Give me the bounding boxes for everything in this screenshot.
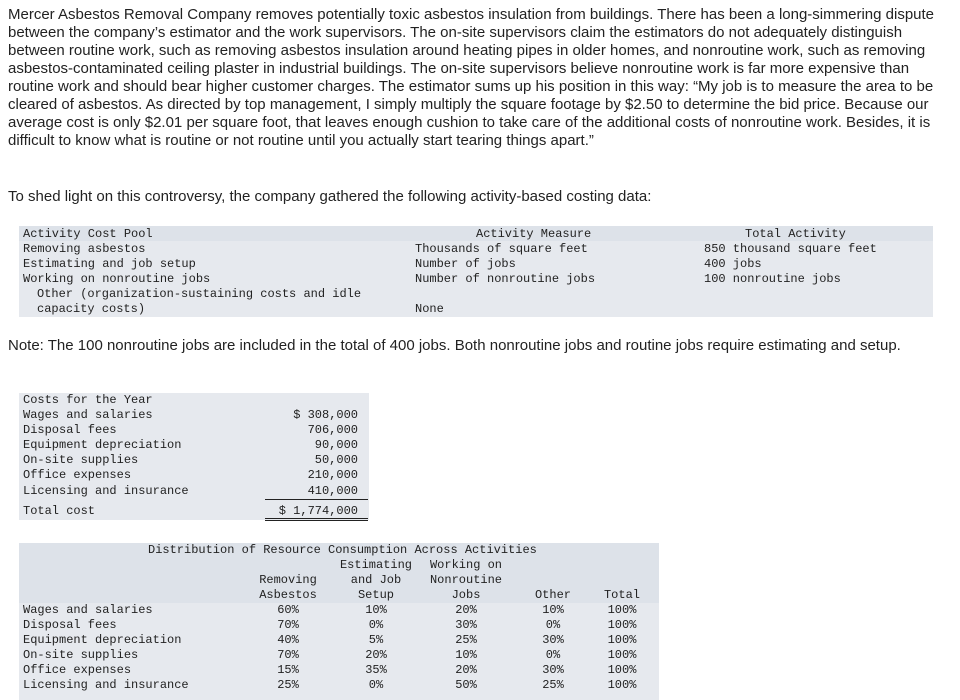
cost-value-disposal: 706,000: [307, 423, 358, 437]
dist-cell: 100%: [607, 663, 637, 677]
note-paragraph: Note: The 100 nonroutine jobs are included in the total of 400 jobs. Both nonroutine jobs and routine jobs require estimating and setup.: [8, 337, 901, 354]
col-total: Total: [603, 588, 640, 602]
col-estimating-2: and Job: [350, 573, 402, 587]
dist-cell: 60%: [277, 603, 299, 617]
dist-cell: 10%: [365, 603, 387, 617]
dist-cell: 25%: [277, 678, 299, 692]
cost-label-licensing: Licensing and insurance: [23, 484, 189, 498]
dist-cell: 100%: [607, 648, 637, 662]
dist-cell: 20%: [455, 603, 477, 617]
header-activity-cost-pool: Activity Cost Pool: [23, 227, 153, 241]
header-total-activity: Total Activity: [745, 227, 846, 241]
total-double-rule-bottom: [265, 520, 368, 521]
dist-cell: 30%: [542, 663, 564, 677]
cost-total-label: Total cost: [23, 504, 96, 518]
dist-cell: 5%: [368, 633, 384, 647]
col-working-2: Nonroutine: [429, 573, 502, 587]
dist-cell: 40%: [277, 633, 299, 647]
dist-label: Licensing and insurance: [23, 678, 189, 692]
col-working-3: Jobs: [451, 588, 481, 602]
cost-value-wages: $ 308,000: [293, 408, 358, 422]
dist-label: Disposal fees: [23, 618, 117, 632]
pool-other-line2: capacity costs): [37, 302, 146, 316]
distribution-title: Distribution of Resource Consumption Across Activities: [148, 543, 537, 557]
cost-value-equipment: 90,000: [314, 438, 358, 452]
dist-cell: 70%: [277, 648, 299, 662]
dist-cell: 0%: [545, 648, 561, 662]
cost-total-value: $ 1,774,000: [278, 504, 358, 518]
col-estimating-1: Estimating: [339, 558, 412, 572]
dist-cell: 25%: [455, 633, 477, 647]
col-working-1: Working on: [429, 558, 502, 572]
costs-header: Costs for the Year: [23, 393, 153, 407]
dist-cell: 50%: [455, 678, 477, 692]
cost-label-wages: Wages and salaries: [23, 408, 153, 422]
dist-cell: 10%: [455, 648, 477, 662]
dist-cell: 20%: [365, 648, 387, 662]
total-estimating: 400 jobs: [704, 257, 762, 271]
dist-cell: 100%: [607, 633, 637, 647]
measure-nonroutine: Number of nonroutine jobs: [415, 272, 596, 286]
dist-cell: 100%: [607, 603, 637, 617]
pool-nonroutine: Working on nonroutine jobs: [23, 272, 211, 286]
dist-cell: 0%: [368, 618, 384, 632]
measure-removing: Thousands of square feet: [415, 242, 588, 256]
dist-cell: 30%: [455, 618, 477, 632]
total-nonroutine: 100 nonroutine jobs: [704, 272, 841, 286]
dist-cell: 30%: [542, 633, 564, 647]
cost-value-licensing: 410,000: [307, 484, 358, 498]
header-activity-measure: Activity Measure: [476, 227, 592, 241]
col-removing-1: Removing: [259, 573, 317, 587]
dist-cell: 70%: [277, 618, 299, 632]
dist-cell: 100%: [607, 618, 637, 632]
cost-value-office: 210,000: [307, 468, 358, 482]
intro-paragraph: Mercer Asbestos Removal Company removes potentially toxic asbestos insulation from buildings. There has been a long-simmering dispute between the company’s estimator and the work supervisors. The on-site supervisors claim the estimators do not adequately distinguish between routine work, such as removing asbestos insulation around heating pipes in older homes, and nonroutine work, such as removing asbestos-contaminated ceiling plaster in industrial buildings. The on-site supervisors believe nonroutine work is far more expensive than routine work and should bear higher customer charges. The estimator sums up his position in this way: “My job is to measure the area to be cleared of asbestos. As directed by top management, I simply multiply the square footage by $2.50 to determine the bid price. Because our average cost is only $2.01 per square foot, that leaves enough cushion to take care of the additional costs of nonroutine work. Besides, it is difficult to know what is routine or not routine until you actually start tearing things apart.”: [8, 6, 935, 149]
dist-cell: 0%: [545, 618, 561, 632]
cost-label-office: Office expenses: [23, 468, 132, 482]
dist-label: Office expenses: [23, 663, 132, 677]
pool-other-line1: Other (organization-sustaining costs and idle: [37, 287, 362, 301]
dist-cell: 20%: [455, 663, 477, 677]
col-removing-2: Asbestos: [259, 588, 317, 602]
col-other: Other: [534, 588, 571, 602]
total-double-rule-top: [265, 518, 368, 519]
dist-label: Equipment depreciation: [23, 633, 182, 647]
cost-label-equipment: Equipment depreciation: [23, 438, 182, 452]
dist-cell: 100%: [607, 678, 637, 692]
subtotal-rule: [265, 499, 368, 500]
dist-cell: 25%: [542, 678, 564, 692]
measure-estimating: Number of jobs: [415, 257, 516, 271]
cost-label-supplies: On-site supplies: [23, 453, 139, 467]
dist-cell: 35%: [365, 663, 387, 677]
dist-cell: 10%: [542, 603, 564, 617]
dist-cell: 15%: [277, 663, 299, 677]
lead-sentence: To shed light on this controversy, the company gathered the following activity-based costing data:: [8, 188, 652, 205]
pool-estimating: Estimating and job setup: [23, 257, 196, 271]
dist-cell: 0%: [368, 678, 384, 692]
col-estimating-3: Setup: [357, 588, 394, 602]
total-removing: 850 thousand square feet: [704, 242, 877, 256]
cost-value-supplies: 50,000: [314, 453, 358, 467]
measure-other: None: [415, 302, 444, 316]
dist-label: Wages and salaries: [23, 603, 153, 617]
dist-label: On-site supplies: [23, 648, 139, 662]
cost-label-disposal: Disposal fees: [23, 423, 117, 437]
pool-removing: Removing asbestos: [23, 242, 146, 256]
